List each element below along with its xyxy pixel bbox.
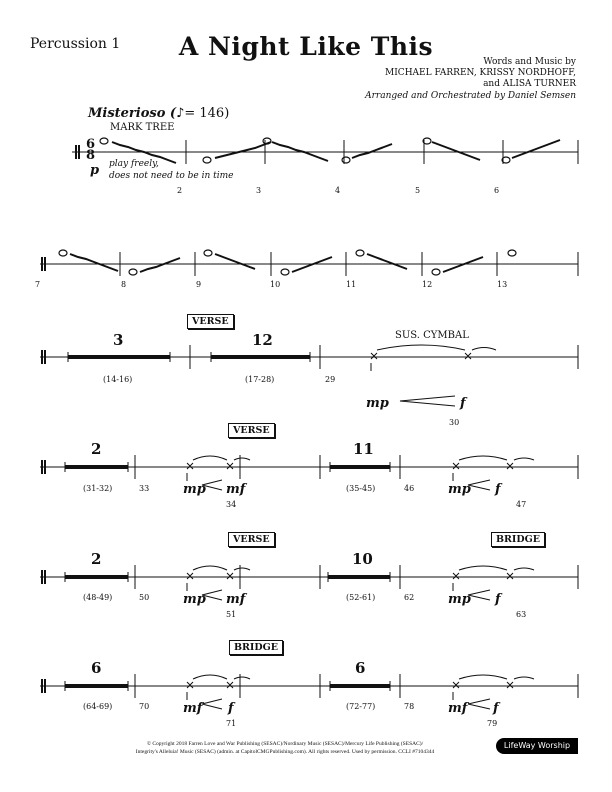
multirest-count: 6 xyxy=(355,659,366,677)
rehearsal-verse: VERSE xyxy=(228,532,275,547)
measure-number: 9 xyxy=(196,280,202,289)
time-sig-bottom: 8 xyxy=(86,148,96,163)
performance-note: play freely, xyxy=(109,159,159,169)
publisher-logo: LifeWay Worship xyxy=(496,738,578,754)
dynamic-f: f xyxy=(495,482,501,497)
dynamic-mp: mp xyxy=(366,396,389,411)
copyright-notice xyxy=(80,740,490,756)
copyright-line: Integrity's Alleluia! Music (SESAC) (admin. at CapitolCMGPublishing.com). All rights reserved. Used by permission. CCLI #7104344 xyxy=(135,749,435,755)
multirest-range: (72-77) xyxy=(346,702,376,711)
dynamic-p: p xyxy=(90,163,100,178)
multirest-count: 6 xyxy=(91,659,102,677)
credit-line: MICHAEL FARREN, KRISSY NORDHOFF, xyxy=(385,68,576,78)
measure-number: 46 xyxy=(404,484,415,493)
dynamic-f: f xyxy=(228,701,234,716)
multirest-range: (31-32) xyxy=(83,484,113,493)
measure-number: 7 xyxy=(35,280,41,289)
credit-line: Words and Music by xyxy=(483,57,576,67)
dynamic-mp: mp xyxy=(183,482,206,497)
rehearsal-bridge: BRIDGE xyxy=(229,640,283,655)
dynamic-mf: mf xyxy=(226,482,246,497)
measure-number: 33 xyxy=(139,484,150,493)
dynamic-mf: mf xyxy=(226,592,246,607)
credit-line: and ALISA TURNER xyxy=(483,79,576,89)
measure-number: 34 xyxy=(226,500,237,509)
multirest-count: 12 xyxy=(252,331,273,349)
multirest-range: (14-16) xyxy=(103,375,133,384)
multirest-range: (35-45) xyxy=(346,484,376,493)
rehearsal-verse: VERSE xyxy=(228,423,275,438)
measure-number: 12 xyxy=(422,280,433,289)
measure-number: 62 xyxy=(404,593,415,602)
dynamic-f: f xyxy=(460,396,466,411)
dynamic-f: f xyxy=(495,592,501,607)
rehearsal-bridge: BRIDGE xyxy=(491,532,545,547)
time-sig-top: 6 xyxy=(86,137,96,152)
instrument-label: SUS. CYMBAL xyxy=(395,330,469,341)
dynamic-mf: mf xyxy=(448,701,468,716)
multirest-range: (48-49) xyxy=(83,593,113,602)
measure-number: 13 xyxy=(497,280,508,289)
measure-number: 11 xyxy=(346,280,357,289)
measure-number: 63 xyxy=(516,610,527,619)
measure-number: 29 xyxy=(325,375,336,384)
rehearsal-verse: VERSE xyxy=(187,314,234,329)
measure-number: 47 xyxy=(516,500,527,509)
dynamic-mp: mp xyxy=(183,592,206,607)
part-name: Percussion 1 xyxy=(30,36,121,52)
multirest-count: 2 xyxy=(91,550,102,568)
instrument-label: MARK TREE xyxy=(110,122,175,133)
multirest-count: 3 xyxy=(113,331,124,349)
measure-number: 51 xyxy=(226,610,237,619)
measure-number: 30 xyxy=(449,418,460,427)
measure-number: 3 xyxy=(256,186,262,195)
dynamic-mp: mp xyxy=(448,592,471,607)
measure-number: 71 xyxy=(226,719,237,728)
page-title: A Night Like This xyxy=(178,32,434,61)
arranger-credit: Arranged and Orchestrated by Daniel Semsen xyxy=(365,91,576,101)
multirest-range: (17-28) xyxy=(245,375,275,384)
measure-number: 50 xyxy=(139,593,150,602)
measure-number: 79 xyxy=(487,719,498,728)
measure-number: 10 xyxy=(270,280,281,289)
multirest-count: 11 xyxy=(353,440,374,458)
multirest-range: (52-61) xyxy=(346,593,376,602)
measure-number: 5 xyxy=(415,186,421,195)
measure-number: 78 xyxy=(404,702,415,711)
measure-number: 8 xyxy=(121,280,127,289)
tempo-marking xyxy=(88,106,229,121)
half-notes xyxy=(100,138,510,163)
eighth-note-icon: ♪ xyxy=(176,106,185,121)
performance-note: does not need to be in time xyxy=(109,171,234,181)
time-signature xyxy=(86,139,95,161)
tempo-text: Misterioso ( xyxy=(88,106,177,121)
measure-number: 4 xyxy=(335,186,341,195)
measure-number: 2 xyxy=(177,186,183,195)
multirest-count: 10 xyxy=(352,550,373,568)
copyright-line: © Copyright 2018 Farren Love and War Publishing (SESAC)/Nordinary Music (SESAC)/Mercury Life Publishing (SESAC)/ xyxy=(146,741,424,747)
measure-number: 6 xyxy=(494,186,500,195)
tempo-bpm: = 146) xyxy=(184,106,230,121)
systems-3-6 xyxy=(40,345,578,709)
crescendo-hairpins xyxy=(202,396,490,709)
dynamic-mf: mf xyxy=(183,701,203,716)
dynamic-f: f xyxy=(493,701,499,716)
multirest-count: 2 xyxy=(91,440,102,458)
multirest-range: (64-69) xyxy=(83,702,113,711)
measure-number: 70 xyxy=(139,702,150,711)
dynamic-mp: mp xyxy=(448,482,471,497)
